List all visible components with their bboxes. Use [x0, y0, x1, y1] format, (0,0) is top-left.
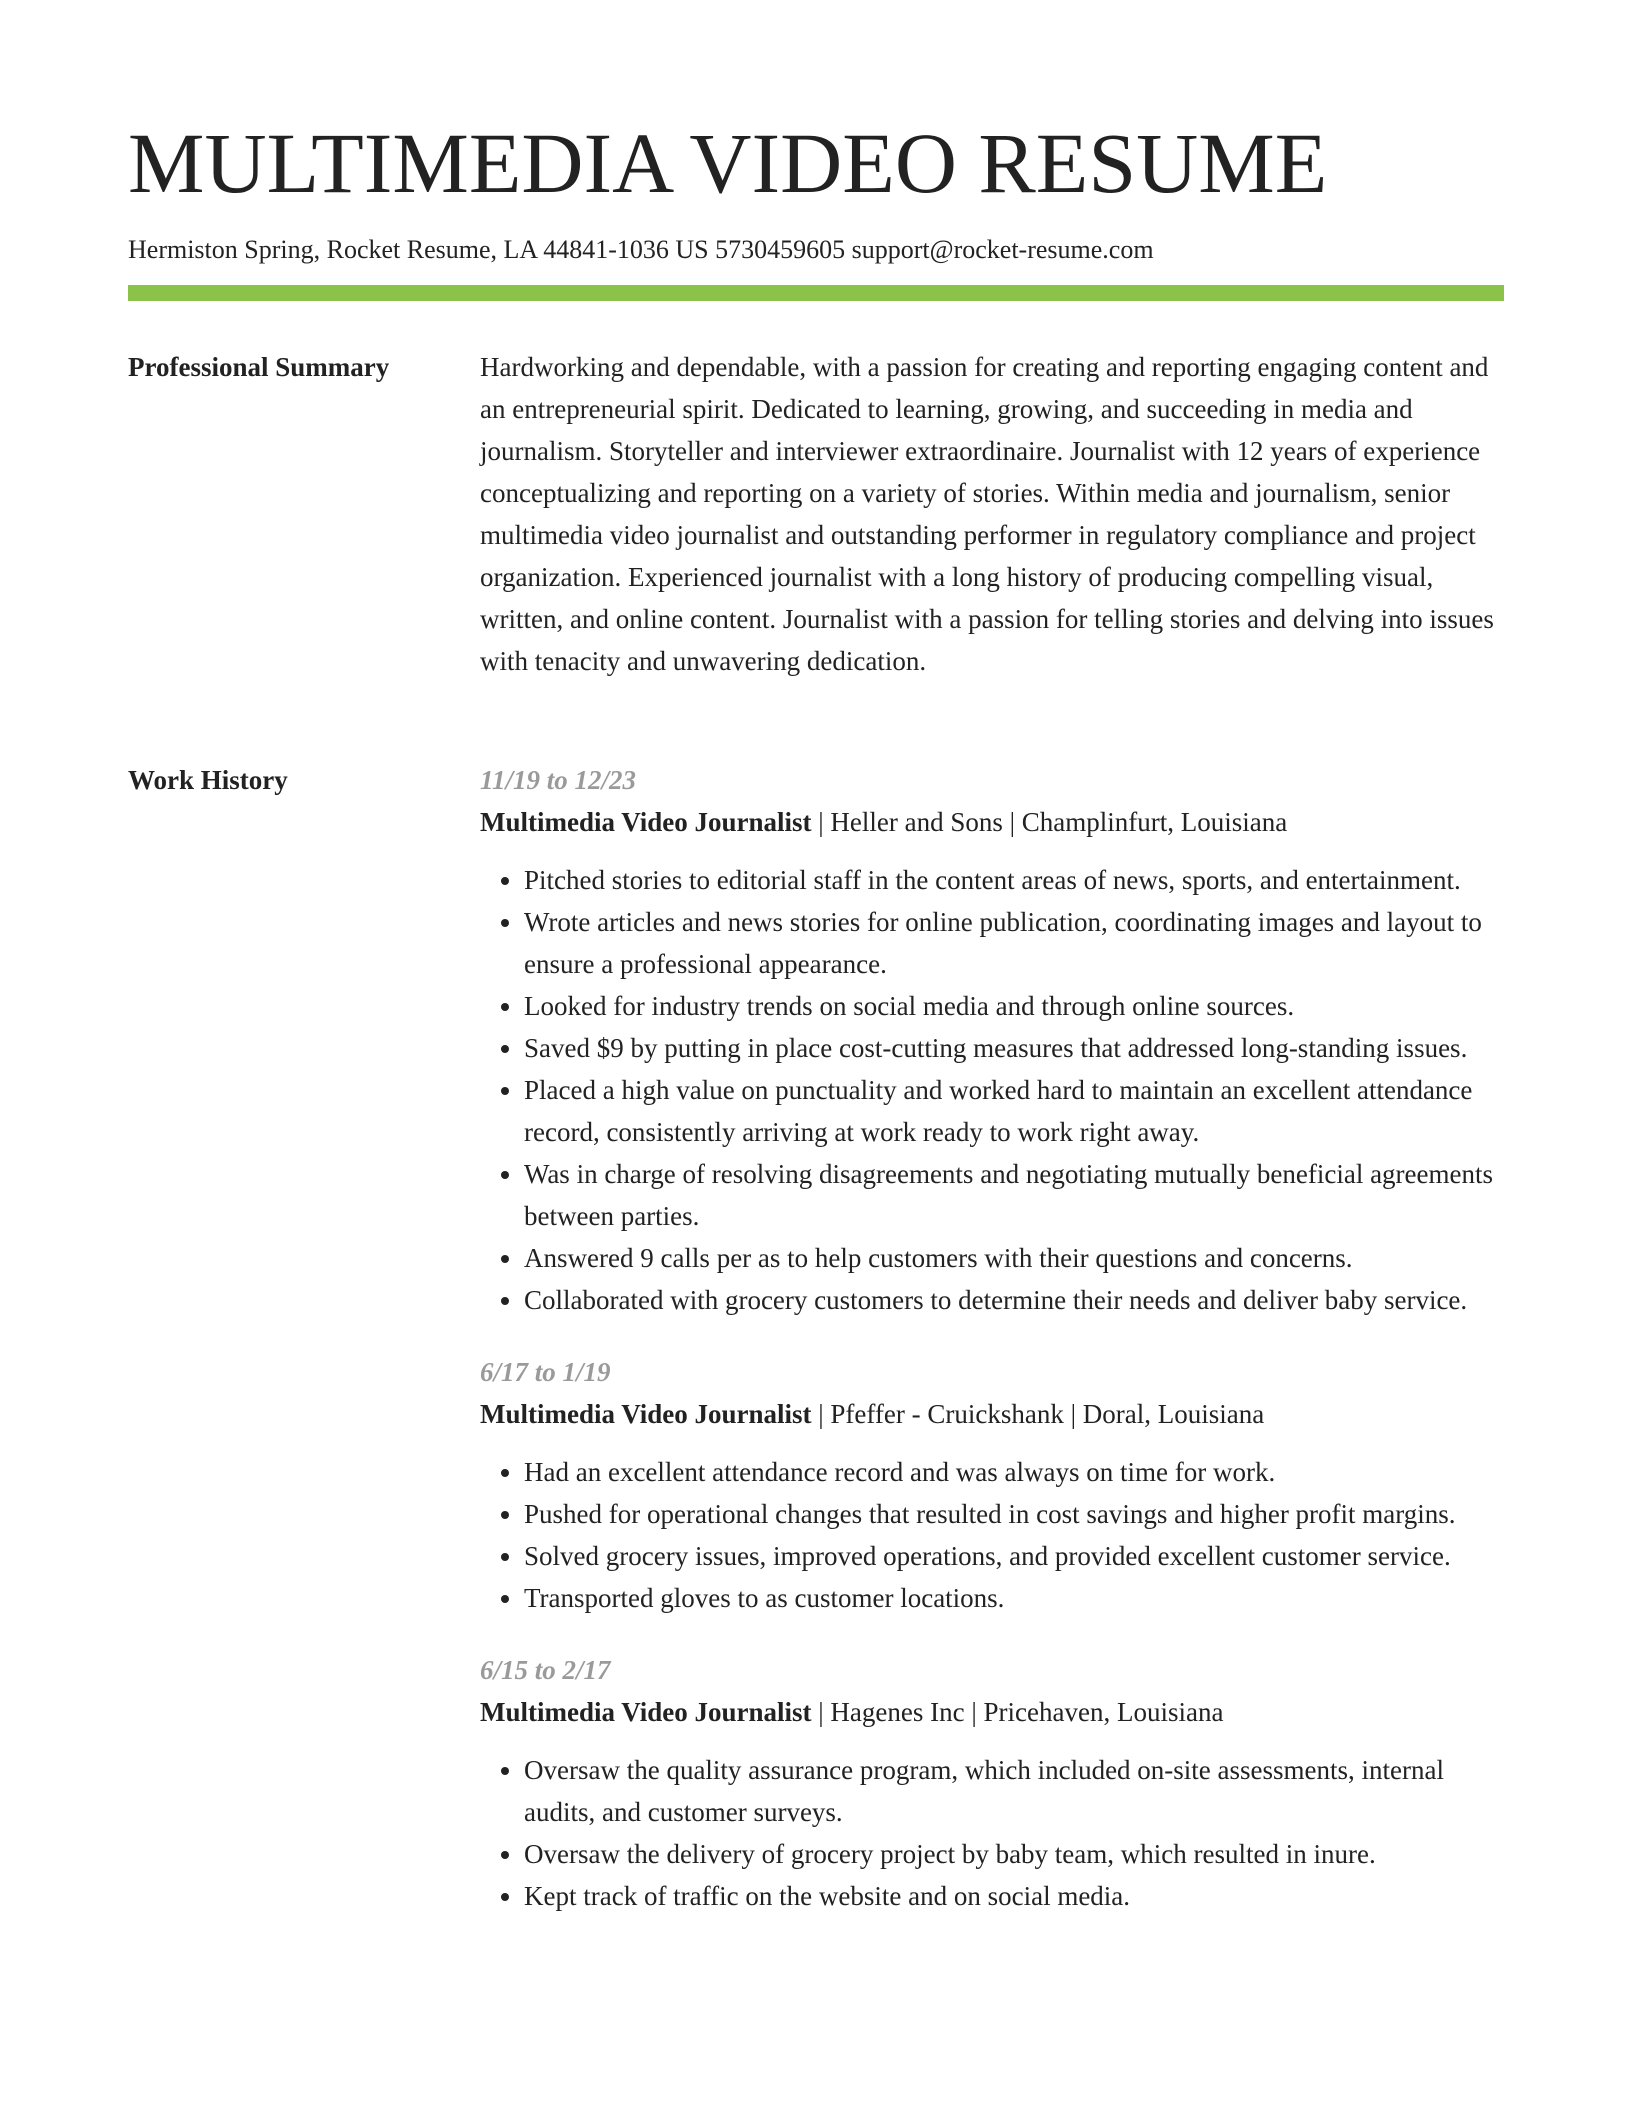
- summary-body: [480, 346, 1504, 682]
- job-bullet: • Transported gloves to as customer locations.: [524, 1577, 1504, 1619]
- contact-line: [128, 232, 1154, 268]
- job-employer-location: | Heller and Sons | Champlinfurt, Louisiana: [811, 807, 1288, 837]
- job-bullet: • Had an excellent attendance record and was always on time for work.: [524, 1451, 1504, 1493]
- job-dates: 6/15 to 2/17: [480, 1655, 611, 1685]
- job-employer-location: | Pfeffer - Cruickshank | Doral, Louisiana: [811, 1399, 1265, 1429]
- job-bullet: • Oversaw the delivery of grocery project by baby team, which resulted in inure.: [524, 1833, 1504, 1875]
- contact-address: Hermiston Spring, Rocket Resume, LA 44841-1036 US: [128, 235, 709, 264]
- job-bullet: • Solved grocery issues, improved operations, and provided excellent customer service.: [524, 1535, 1504, 1577]
- job-bullet: • Collaborated with grocery customers to determine their needs and deliver baby service.: [524, 1279, 1504, 1321]
- job-bullet: • Pushed for operational changes that resulted in cost savings and higher profit margins.: [524, 1493, 1504, 1535]
- work-history-heading: Work History: [128, 765, 288, 795]
- contact-email: support@rocket-resume.com: [851, 235, 1154, 264]
- job-entry: [480, 759, 1504, 1321]
- job-bullet: • Wrote articles and news stories for online publication, coordinating images and layout to ensure a professional appearance.: [524, 901, 1504, 985]
- job-bullet-list: [480, 1451, 1504, 1619]
- job-title: Multimedia Video Journalist: [480, 807, 812, 837]
- summary-heading: Professional Summary: [128, 352, 390, 382]
- job-employer-location: | Hagenes Inc | Pricehaven, Louisiana: [811, 1697, 1224, 1727]
- job-bullet: • Kept track of traffic on the website and on social media.: [524, 1875, 1504, 1917]
- job-bullet: • Looked for industry trends on social media and through online sources.: [524, 985, 1504, 1027]
- job-bullet: • Oversaw the quality assurance program, which included on-site assessments, internal audits, and customer surveys.: [524, 1749, 1504, 1833]
- job-title: Multimedia Video Journalist: [480, 1399, 812, 1429]
- job-bullet-list: [480, 1749, 1504, 1917]
- job-bullet: • Saved $9 by putting in place cost-cutting measures that addressed long-standing issues.: [524, 1027, 1504, 1069]
- job-title: Multimedia Video Journalist: [480, 1697, 812, 1727]
- work-history-body: [480, 759, 1504, 1947]
- job-bullet: • Was in charge of resolving disagreements and negotiating mutually beneficial agreements between parties.: [524, 1153, 1504, 1237]
- job-bullet: • Pitched stories to editorial staff in the content areas of news, sports, and entertainment.: [524, 859, 1504, 901]
- job-bullet: • Answered 9 calls per as to help customers with their questions and concerns.: [524, 1237, 1504, 1279]
- job-bullet: • Placed a high value on punctuality and worked hard to maintain an excellent attendance record, consistently arriving at work ready to work right away.: [524, 1069, 1504, 1153]
- resume-title: MULTIMEDIA VIDEO RESUME: [128, 115, 1328, 211]
- job-dates: 11/19 to 12/23: [480, 765, 637, 795]
- job-dates: 6/17 to 1/19: [480, 1357, 611, 1387]
- contact-phone: 5730459605: [715, 235, 846, 264]
- job-heading: [480, 1691, 1504, 1733]
- job-heading: [480, 1393, 1504, 1435]
- job-entry: [480, 1351, 1504, 1619]
- job-entry: [480, 1649, 1504, 1917]
- job-bullet-list: [480, 859, 1504, 1321]
- header-divider: [128, 285, 1504, 301]
- summary-text: Hardworking and dependable, with a passion for creating and reporting engaging content and an entrepreneurial spirit. Dedicated to learning, growing, and succeeding in media and journalism. Storyteller and interviewer extraordinaire. Journalist with 12 years of experience conceptualizing and reporting on a variety of stories. Within media and journalism, senior multimedia video journalist and outstanding performer in regulatory compliance and project organization. Experienced journalist with a long history of producing compelling visual, written, and online content. Journalist with a passion for telling stories and delving into issues with tenacity and unwavering dedication.: [480, 352, 1494, 676]
- job-heading: [480, 801, 1504, 843]
